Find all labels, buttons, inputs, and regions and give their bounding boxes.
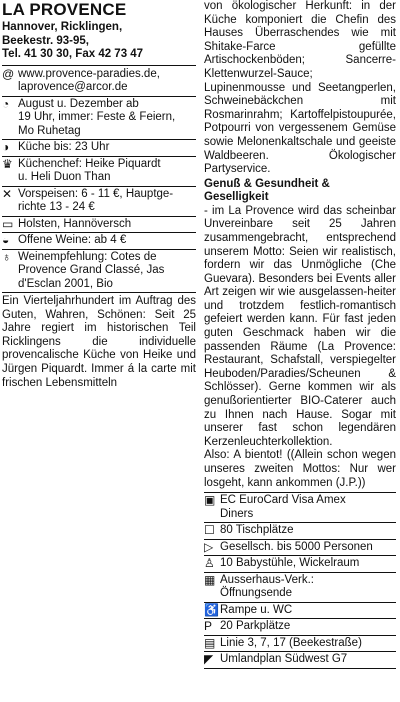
- bus-icon: ▤: [204, 635, 216, 650]
- info-row-text: [18, 158, 196, 185]
- credit-card-icon: ▣: [204, 493, 216, 508]
- line: Weinempfehlung: Cotes de: [18, 250, 157, 263]
- line: Diners: [220, 507, 254, 520]
- info-row: [2, 217, 196, 234]
- line: Provence Grand Classé, Jas: [18, 264, 165, 276]
- facility-row-text: [220, 557, 396, 571]
- description-paragraph: - im La Provence wird das scheinbar Unvereinbare seit 25 Jahren zusammengebracht, entsprechend unserem Motto: Seien wir realistisch, fordern wir das Unmögliche (Che Guevara). Besonders bei Events aller Art zeigen wir wie ausgelassen-heiter und trotzdem festlich-romantisch gefeiert werden kann. Für fast jeden guten Geschmack haben wir die passenden Räume (La Provence: Restaurant, Schafstall, verspiegelter Heuboden/Paradies/Scheunen & Schlösser). Gerne kommen wir als genußorientierter BIO-Caterer auch zu Ihnen nach Hause. Sogar mit unserer fast schon legendären Kerzenleuchterkollektion.: [204, 204, 396, 448]
- info-row-text: [18, 68, 196, 95]
- right-column: [204, 0, 396, 669]
- info-row: [2, 250, 196, 294]
- facility-row-text: [220, 620, 396, 634]
- facility-row-text: [220, 604, 396, 618]
- info-list: [2, 67, 196, 294]
- parking-icon: P: [204, 619, 213, 634]
- line: laprovence@arcor.de: [18, 81, 128, 93]
- facility-row: [204, 556, 396, 573]
- line: Linie 3, 7, 17 (Beekestraße): [220, 636, 362, 649]
- line: 20 Parkplätze: [220, 620, 291, 633]
- beer-icon: ▭: [2, 216, 14, 231]
- line: EC EuroCard Visa Amex: [220, 494, 346, 507]
- facility-row: [204, 603, 396, 620]
- info-row: [2, 97, 196, 141]
- facility-row-text: [220, 524, 396, 538]
- facility-row-text: [220, 637, 396, 651]
- facility-row: [204, 652, 396, 669]
- line: Umlandplan Südwest G7: [220, 653, 348, 666]
- kitchen-hours-icon: ◑: [2, 140, 10, 154]
- info-row-text: [18, 188, 196, 215]
- facility-row: [204, 573, 396, 603]
- line: Küchenchef: Heike Piquardt: [18, 157, 161, 170]
- facility-row: [204, 540, 396, 557]
- table-icon: ☐: [204, 523, 215, 538]
- takeaway-icon: ▦: [204, 572, 216, 587]
- wheelchair-icon: ♿: [204, 602, 219, 617]
- address-line: Beekestr. 93-95,: [2, 34, 89, 47]
- line: August u. Dezember ab: [18, 97, 139, 110]
- phone-line: Tel. 41 30 30, Fax 42 73 47: [2, 48, 144, 60]
- at-icon: @: [2, 66, 15, 81]
- line: 19 Uhr, immer: Feste & Feiern,: [18, 111, 176, 123]
- address-line: Hannover, Ricklingen,: [2, 21, 123, 33]
- line: Offene Weine: ab 4 €: [18, 234, 127, 246]
- description-paragraph: von ökologischer Herkunft: in der Küche komponiert die Chefin des Hauses Überraschendes wie mit Shitake-Farce gefüllte Artischockenböden; Sancerre-Klettenwurzel-Sauce; Lupinenmousse und Seetangperlen, Schweinebäckchen mit Rosmarinrahm; Kartoffelpistoupurée, Potpourri von vergessenem Gemüse sowie Melonenkaltschale und geeiste Waldbeeren. Ökologischer Partyservice.: [204, 0, 396, 176]
- line: richte 13 - 24 €: [18, 201, 95, 213]
- info-row-text: [18, 218, 196, 232]
- facility-row: [204, 523, 396, 540]
- info-row: [2, 140, 196, 157]
- map-icon: ◤: [204, 652, 214, 667]
- facility-row-text: [220, 494, 396, 521]
- line: Öffnungsende: [220, 587, 293, 600]
- info-row-text: [18, 251, 196, 292]
- info-row-text: [18, 98, 196, 139]
- info-row: [2, 157, 196, 187]
- section-heading: Genuß & Gesundheit & Geselligkeit: [204, 177, 330, 204]
- line: Holsten, Hannöversch: [18, 217, 132, 230]
- facility-row: [204, 619, 396, 636]
- info-row: [2, 67, 196, 97]
- facility-row-text: [220, 574, 396, 601]
- info-row-text: [18, 234, 196, 248]
- line: Ausserhaus-Verk.:: [220, 573, 314, 586]
- line: Gesellsch. bis 5000 Personen: [220, 540, 373, 553]
- address-block: [2, 21, 196, 62]
- line: Rampe u. WC: [220, 603, 293, 616]
- line: www.provence-paradies.de,: [18, 67, 160, 80]
- baby-chair-icon: ♙: [204, 556, 215, 571]
- party-icon: ▷: [204, 539, 214, 554]
- divider: [2, 65, 196, 66]
- chef-hat-icon: ♛: [2, 156, 13, 171]
- info-row: [2, 187, 196, 217]
- wine-glass-icon: ◒: [2, 233, 10, 247]
- line: Mo Ruhetag: [18, 124, 81, 137]
- info-row-text: [18, 141, 196, 155]
- facility-row: [204, 636, 396, 653]
- wine-bottle-icon: ♁: [2, 249, 11, 264]
- facility-row: [204, 493, 396, 523]
- facility-list: [204, 492, 396, 669]
- cutlery-icon: ✕: [2, 186, 13, 201]
- intro-text: Ein Vierteljahrhundert im Auftrag des Guten, Wahren, Schönen: Seit 25 Jahre regiert im historischen Teil Ricklingens die individuelle provencalische Küche von Heike und Jürgen Piquardt. Immer á la carte mit frischen Lebensmitteln: [2, 295, 196, 389]
- line: Vorspeisen: 6 - 11 €, Hauptge-: [18, 187, 174, 200]
- line: 80 Tischplätze: [220, 524, 294, 537]
- line: u. Heli Duon Than: [18, 171, 111, 183]
- line: 10 Babystühle, Wickelraum: [220, 557, 360, 570]
- left-column: [2, 0, 196, 390]
- facility-row-text: [220, 541, 396, 555]
- closing-paragraph: Also: A bientot! ((Allein schon wegen unseres zweiten Mottos: Nur wer losgeht, kann ankommen (J.P.)): [204, 449, 396, 489]
- line: Küche bis: 23 Uhr: [18, 141, 110, 153]
- line: d'Esclan 2001, Bio: [18, 277, 113, 290]
- restaurant-name: LA PROVENCE: [2, 0, 127, 19]
- info-row: [2, 233, 196, 250]
- facility-row-text: [220, 653, 396, 667]
- clock-icon: ◔: [2, 96, 10, 111]
